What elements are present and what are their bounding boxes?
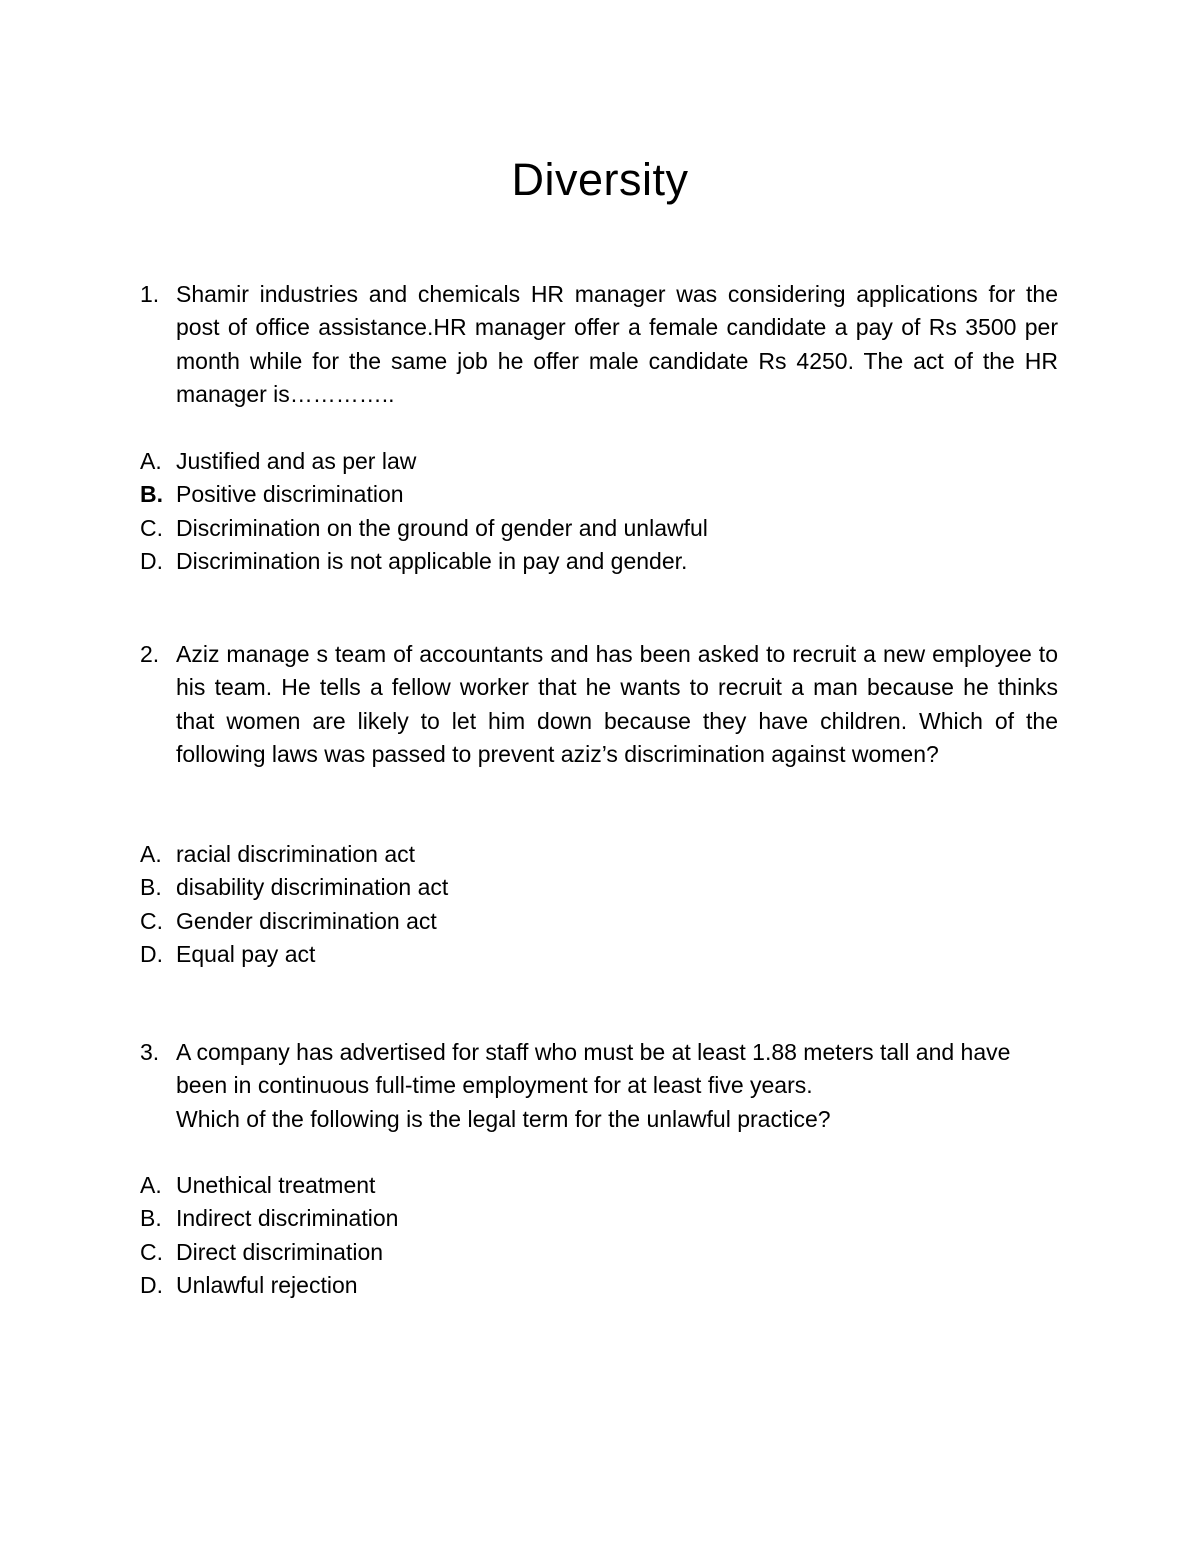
option-letter: A.	[140, 841, 162, 867]
option-text: disability discrimination act	[176, 874, 449, 901]
question-3-options	[140, 1169, 1060, 1302]
option-text: Unlawful rejection	[176, 1271, 358, 1298]
question-text: Aziz manage s team of accountants and has been asked to recruit a new employee to his team. He tells a fellow worker that he wants to recruit a man because he thinks that women are likely to let him down because they have children. Which of the following laws was passed to prevent aziz’s discrimination against women?	[176, 641, 1058, 767]
question-text: A company has advertised for staff who must be at least 1.88 meters tall and have been in continuous full-time employment for at least five years.	[176, 1039, 1011, 1099]
option-letter: B.	[140, 874, 162, 901]
document-title: Diversity	[511, 154, 689, 205]
option-item	[140, 445, 1060, 478]
option-letter: B.	[140, 481, 163, 508]
option-letter: C.	[140, 1238, 163, 1265]
option-item	[140, 1236, 1060, 1269]
question-number: 1.	[140, 281, 160, 307]
option-item	[140, 905, 1060, 938]
option-text: Indirect discrimination	[176, 1205, 399, 1232]
option-letter: C.	[140, 907, 163, 934]
option-item	[140, 1169, 1060, 1202]
option-item	[140, 545, 1060, 578]
option-text: Discrimination on the ground of gender and unlawful	[176, 514, 708, 541]
option-letter: B.	[140, 1205, 162, 1232]
option-letter: D.	[140, 1271, 163, 1298]
question-text: Shamir industries and chemicals HR manager was considering applications for the post of office assistance.HR manager offer a female candidate a pay of Rs 3500 per month while for the same job he offer male candidate Rs 4250. The act of the HR manager is…………..	[176, 281, 1058, 407]
option-letter: A.	[140, 448, 162, 474]
option-item	[140, 512, 1060, 545]
option-letter: D.	[140, 547, 163, 574]
question-2-options	[140, 838, 1060, 971]
option-item	[140, 1269, 1060, 1302]
option-item	[140, 871, 1060, 904]
option-letter: D.	[140, 940, 163, 967]
option-text: Justified and as per law	[176, 448, 417, 474]
option-text: Gender discrimination act	[176, 907, 437, 934]
question-2	[140, 638, 1058, 771]
option-text: Positive discrimination	[176, 481, 404, 508]
option-text: Discrimination is not applicable in pay and gender.	[176, 547, 688, 574]
question-3	[140, 1036, 1058, 1136]
option-item	[140, 478, 1060, 511]
question-number: 3.	[140, 1039, 160, 1065]
question-text-line-2: Which of the following is the legal term for the unlawful practice?	[176, 1105, 831, 1132]
option-letter: A.	[140, 1172, 162, 1198]
option-text: Unethical treatment	[176, 1172, 376, 1198]
question-1-options	[140, 445, 1060, 578]
option-letter: C.	[140, 514, 163, 541]
option-text: Direct discrimination	[176, 1238, 384, 1265]
option-text: racial discrimination act	[176, 841, 416, 867]
option-item	[140, 838, 1060, 871]
question-1	[140, 278, 1058, 411]
option-item	[140, 938, 1060, 971]
question-number: 2.	[140, 641, 160, 667]
option-text: Equal pay act	[176, 940, 316, 967]
option-item	[140, 1202, 1060, 1235]
